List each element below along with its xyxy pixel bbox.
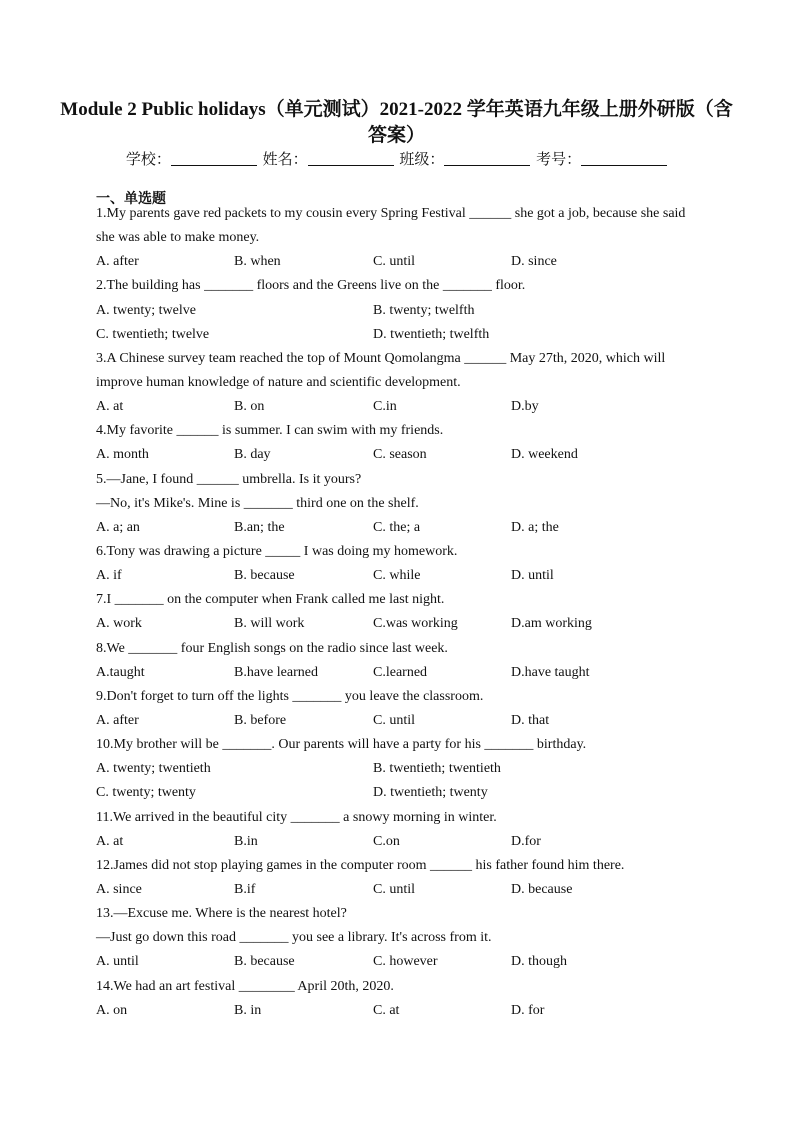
answer-option[interactable]: B.if <box>234 881 256 897</box>
answer-option[interactable]: B. in <box>234 1002 262 1018</box>
option-row <box>96 516 706 540</box>
name-blank <box>308 151 394 166</box>
question <box>96 347 706 419</box>
question-stem: 9.Don't forget to turn off the lights _______ you leave the classroom. <box>96 688 484 704</box>
answer-option[interactable]: B.have learned <box>234 664 318 680</box>
question <box>96 975 706 1023</box>
question <box>96 588 706 636</box>
question <box>96 419 706 467</box>
answer-option[interactable]: A. after <box>96 712 139 728</box>
answer-option[interactable]: D. weekend <box>511 447 578 463</box>
answer-option[interactable]: A.taught <box>96 664 145 680</box>
question-stem: 5.—Jane, I found ______ umbrella. Is it yours? <box>96 471 362 487</box>
answer-option[interactable]: D. until <box>511 568 554 584</box>
document-title: Module 2 Public holidays（单元测试）2021-2022 学年英语九年级上册外研版（含答案） <box>60 99 733 146</box>
option-row <box>96 323 706 347</box>
question <box>96 806 706 854</box>
question-stem: 8.We _______ four English songs on the radio since last week. <box>96 640 448 656</box>
option-row <box>96 564 706 588</box>
question-stem: 2.The building has _______ floors and the Greens live on the _______ floor. <box>96 278 526 294</box>
option-row <box>96 395 706 419</box>
option-row <box>96 299 706 323</box>
question <box>96 854 706 902</box>
question-stem: 10.My brother will be _______. Our parents will have a party for his _______ birthday. <box>96 737 587 753</box>
school-blank <box>171 151 257 166</box>
question-stem: 13.—Excuse me. Where is the nearest hotel? <box>96 906 347 922</box>
answer-option[interactable]: B. because <box>234 568 295 584</box>
answer-option[interactable]: C. at <box>373 1002 400 1018</box>
option-row <box>96 661 706 685</box>
question <box>96 637 706 685</box>
answer-option[interactable]: C. until <box>373 881 416 897</box>
answer-option[interactable]: D. because <box>511 881 573 897</box>
answer-option[interactable]: C. twenty; twenty <box>96 785 196 801</box>
answer-option[interactable]: D. twentieth; twelfth <box>373 326 490 342</box>
answer-option[interactable]: B. day <box>234 447 271 463</box>
option-row <box>96 830 706 854</box>
answer-option[interactable]: D.by <box>511 399 539 415</box>
answer-option[interactable]: C.learned <box>373 664 428 680</box>
exam-number-label: 考号： <box>536 152 582 168</box>
answer-option[interactable]: D. a; the <box>511 519 559 535</box>
answer-option[interactable]: D. for <box>511 1002 545 1018</box>
answer-option[interactable]: C.on <box>373 833 400 849</box>
answer-option[interactable]: A. twenty; twelve <box>96 302 196 318</box>
option-row <box>96 781 706 805</box>
answer-option[interactable]: A. at <box>96 399 124 415</box>
answer-option[interactable]: D.am working <box>511 616 592 632</box>
answer-option[interactable]: C. until <box>373 712 416 728</box>
question-stem: 12.James did not stop playing games in the computer room ______ his father found him there. <box>96 857 625 873</box>
question <box>96 902 706 974</box>
answer-option[interactable]: B. twenty; twelfth <box>373 302 475 318</box>
answer-option[interactable]: C. the; a <box>373 519 421 535</box>
answer-option[interactable]: B. will work <box>234 616 305 632</box>
question <box>96 685 706 733</box>
option-row <box>96 612 706 636</box>
answer-option[interactable]: A. a; an <box>96 519 140 535</box>
answer-option[interactable]: B. before <box>234 712 287 728</box>
question <box>96 202 706 274</box>
question-stem: 11.We arrived in the beautiful city _______ a snowy morning in winter. <box>96 809 497 825</box>
answer-option[interactable]: D.for <box>511 833 541 849</box>
answer-option[interactable]: C. however <box>373 954 438 970</box>
answer-option[interactable]: A. until <box>96 954 139 970</box>
answer-option[interactable]: B. because <box>234 954 295 970</box>
class-label: 班级： <box>399 152 445 168</box>
answer-option[interactable]: A. twenty; twentieth <box>96 761 211 777</box>
question <box>96 540 706 588</box>
option-row <box>96 950 706 974</box>
answer-option[interactable]: D. that <box>511 712 550 728</box>
answer-option[interactable]: C.in <box>373 399 397 415</box>
question-stem: improve human knowledge of nature and scientific development. <box>96 374 461 390</box>
name-label: 姓名： <box>262 152 308 168</box>
question-stem: 4.My favorite ______ is summer. I can swim with my friends. <box>96 423 444 439</box>
student-info-line <box>0 148 793 169</box>
question-stem: 14.We had an art festival ________ April 20th, 2020. <box>96 978 394 994</box>
option-row <box>96 878 706 902</box>
question-list <box>96 202 706 1023</box>
option-row <box>96 443 706 467</box>
answer-option[interactable]: C.was working <box>373 616 458 632</box>
question-stem: 6.Tony was drawing a picture _____ I was doing my homework. <box>96 543 458 559</box>
answer-option[interactable]: C. until <box>373 254 416 270</box>
question-stem: she was able to make money. <box>96 230 260 246</box>
question <box>96 274 706 346</box>
question-stem: 7.I _______ on the computer when Frank called me last night. <box>96 592 445 608</box>
option-row <box>96 709 706 733</box>
answer-option[interactable]: D. twentieth; twenty <box>373 785 488 801</box>
question <box>96 733 706 805</box>
exam-number-blank <box>581 151 667 166</box>
answer-option[interactable]: C. while <box>373 568 421 584</box>
question-stem: 3.A Chinese survey team reached the top of Mount Qomolangma ______ May 27th, 2020, which will <box>96 350 666 366</box>
answer-option[interactable]: B.in <box>234 833 258 849</box>
question-stem: —Just go down this road _______ you see a library. It's across from it. <box>96 930 492 946</box>
answer-option[interactable]: B. when <box>234 254 281 270</box>
answer-option[interactable]: C. twentieth; twelve <box>96 326 210 342</box>
answer-option[interactable]: A. at <box>96 833 124 849</box>
answer-option[interactable]: A. if <box>96 568 122 584</box>
answer-option[interactable]: B. on <box>234 399 265 415</box>
answer-option[interactable]: A. on <box>96 1002 128 1018</box>
school-label: 学校： <box>125 152 171 168</box>
answer-option[interactable]: C. season <box>373 447 427 463</box>
question-stem: 1.My parents gave red packets to my cousin every Spring Festival ______ she got a job, because she said <box>96 206 686 221</box>
answer-option[interactable]: D. since <box>511 254 557 270</box>
answer-option[interactable]: A. since <box>96 881 142 897</box>
question <box>96 468 706 540</box>
option-row <box>96 250 706 274</box>
answer-option[interactable]: D.have taught <box>511 664 590 680</box>
answer-option[interactable]: B.an; the <box>234 519 285 535</box>
question-stem: —No, it's Mike's. Mine is _______ third one on the shelf. <box>96 495 419 511</box>
section-title: 一、单选题 <box>96 191 166 207</box>
answer-option[interactable]: A. month <box>96 447 149 463</box>
option-row <box>96 999 706 1023</box>
option-row <box>96 757 706 781</box>
class-blank <box>444 151 530 166</box>
answer-option[interactable]: A. after <box>96 254 139 270</box>
answer-option[interactable]: D. though <box>511 954 567 970</box>
answer-option[interactable]: A. work <box>96 616 142 632</box>
answer-option[interactable]: B. twentieth; twentieth <box>373 761 501 777</box>
